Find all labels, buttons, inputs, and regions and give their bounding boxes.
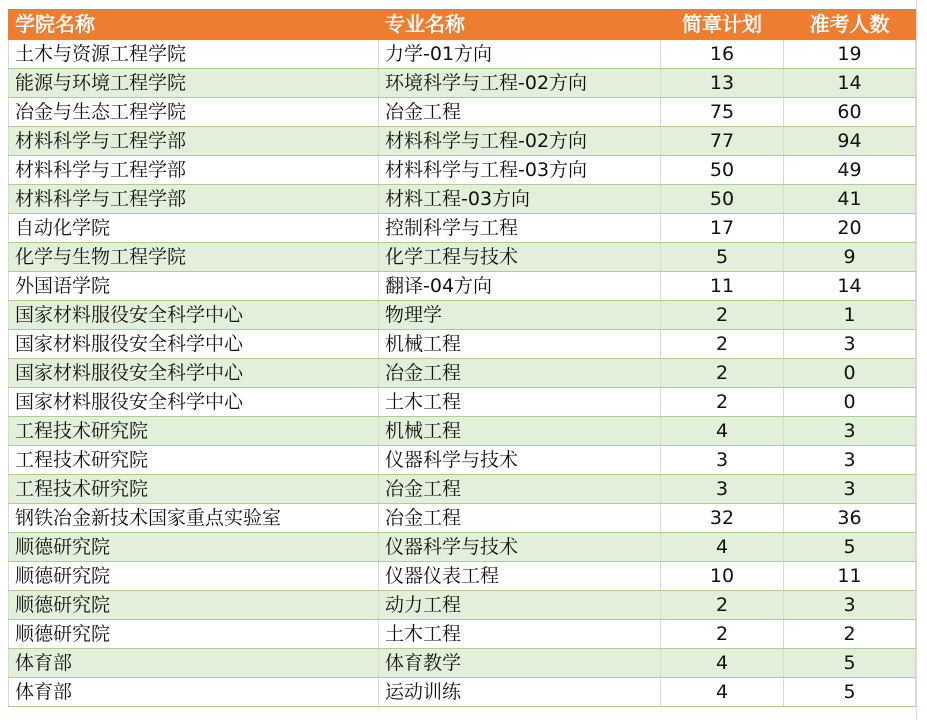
cell-college[interactable]: 顺德研究院 — [9, 620, 379, 649]
cell-college[interactable]: 化学与生物工程学院 — [9, 243, 379, 272]
table-row — [9, 185, 916, 214]
table-row — [9, 69, 916, 98]
cell-plan[interactable]: 2 — [661, 388, 784, 417]
cell-applicants[interactable]: 9 — [784, 243, 916, 272]
cell-major[interactable]: 物理学 — [379, 301, 661, 330]
table-row — [9, 504, 916, 533]
cell-applicants[interactable]: 3 — [784, 475, 916, 504]
table-row — [9, 330, 916, 359]
cell-plan[interactable]: 2 — [661, 620, 784, 649]
table-row — [9, 591, 916, 620]
table-row — [9, 678, 916, 707]
cell-plan[interactable]: 13 — [661, 69, 784, 98]
cell-plan[interactable]: 50 — [661, 185, 784, 214]
cell-college[interactable]: 工程技术研究院 — [9, 475, 379, 504]
admissions-table — [8, 9, 916, 707]
table-row — [9, 446, 916, 475]
header-cell-plan[interactable]: 简章计划 — [661, 10, 784, 40]
cell-major[interactable]: 材料科学与工程-03方向 — [379, 156, 661, 185]
table-row — [9, 649, 916, 678]
cell-applicants[interactable]: 2 — [784, 620, 916, 649]
cell-college[interactable]: 顺德研究院 — [9, 562, 379, 591]
cell-plan[interactable]: 17 — [661, 214, 784, 243]
cell-plan[interactable]: 5 — [661, 243, 784, 272]
cell-college[interactable]: 外国语学院 — [9, 272, 379, 301]
table-row — [9, 562, 916, 591]
cell-applicants[interactable]: 20 — [784, 214, 916, 243]
cell-plan[interactable]: 11 — [661, 272, 784, 301]
cell-applicants[interactable]: 11 — [784, 562, 916, 591]
cell-plan[interactable]: 3 — [661, 446, 784, 475]
cell-applicants[interactable]: 1 — [784, 301, 916, 330]
table-row — [9, 388, 916, 417]
cell-college[interactable]: 国家材料服役安全科学中心 — [9, 330, 379, 359]
cell-plan[interactable]: 75 — [661, 98, 784, 127]
cell-college[interactable]: 材料科学与工程学部 — [9, 127, 379, 156]
cell-major[interactable]: 翻译-04方向 — [379, 272, 661, 301]
cell-college[interactable]: 工程技术研究院 — [9, 417, 379, 446]
table-row — [9, 301, 916, 330]
cell-major[interactable]: 仪器仪表工程 — [379, 562, 661, 591]
cell-applicants[interactable]: 14 — [784, 272, 916, 301]
cell-major[interactable]: 化学工程与技术 — [379, 243, 661, 272]
table-row — [9, 156, 916, 185]
cell-plan[interactable]: 3 — [661, 475, 784, 504]
cell-college[interactable]: 自动化学院 — [9, 214, 379, 243]
cell-college[interactable]: 冶金与生态工程学院 — [9, 98, 379, 127]
column-gridline — [916, 0, 917, 720]
cell-applicants[interactable]: 0 — [784, 359, 916, 388]
cell-major[interactable]: 仪器科学与技术 — [379, 446, 661, 475]
cell-applicants[interactable]: 3 — [784, 417, 916, 446]
cell-major[interactable]: 冶金工程 — [379, 504, 661, 533]
cell-college[interactable]: 钢铁冶金新技术国家重点实验室 — [9, 504, 379, 533]
header-cell-college[interactable]: 学院名称 — [9, 10, 379, 40]
table-row — [9, 272, 916, 301]
table-row — [9, 475, 916, 504]
cell-plan[interactable]: 2 — [661, 330, 784, 359]
cell-college[interactable]: 工程技术研究院 — [9, 446, 379, 475]
table-body — [9, 40, 916, 707]
cell-major[interactable]: 土木工程 — [379, 388, 661, 417]
cell-major[interactable]: 运动训练 — [379, 678, 661, 707]
cell-college[interactable]: 国家材料服役安全科学中心 — [9, 301, 379, 330]
cell-major[interactable]: 动力工程 — [379, 591, 661, 620]
cell-applicants[interactable]: 19 — [784, 40, 916, 69]
cell-applicants[interactable]: 60 — [784, 98, 916, 127]
cell-applicants[interactable]: 5 — [784, 678, 916, 707]
table-row — [9, 40, 916, 69]
cell-applicants[interactable]: 5 — [784, 649, 916, 678]
cell-major[interactable]: 材料工程-03方向 — [379, 185, 661, 214]
cell-applicants[interactable]: 41 — [784, 185, 916, 214]
table-row — [9, 127, 916, 156]
cell-college[interactable]: 体育部 — [9, 678, 379, 707]
cell-college[interactable]: 体育部 — [9, 649, 379, 678]
cell-applicants[interactable]: 14 — [784, 69, 916, 98]
cell-major[interactable]: 冶金工程 — [379, 475, 661, 504]
cell-applicants[interactable]: 0 — [784, 388, 916, 417]
table-row — [9, 243, 916, 272]
cell-plan[interactable]: 10 — [661, 562, 784, 591]
cell-plan[interactable]: 4 — [661, 678, 784, 707]
cell-major[interactable]: 机械工程 — [379, 417, 661, 446]
table-row — [9, 620, 916, 649]
cell-plan[interactable]: 4 — [661, 533, 784, 562]
cell-major[interactable]: 冶金工程 — [379, 98, 661, 127]
cell-college[interactable]: 材料科学与工程学部 — [9, 156, 379, 185]
header-cell-applicants[interactable]: 准考人数 — [784, 10, 916, 40]
cell-applicants[interactable]: 3 — [784, 446, 916, 475]
cell-college[interactable]: 能源与环境工程学院 — [9, 69, 379, 98]
table-row — [9, 98, 916, 127]
table-row — [9, 359, 916, 388]
cell-major[interactable]: 材料科学与工程-02方向 — [379, 127, 661, 156]
cell-college[interactable]: 顺德研究院 — [9, 591, 379, 620]
cell-major[interactable]: 体育教学 — [379, 649, 661, 678]
table-row — [9, 214, 916, 243]
cell-applicants[interactable]: 49 — [784, 156, 916, 185]
table-row — [9, 417, 916, 446]
cell-major[interactable]: 土木工程 — [379, 620, 661, 649]
header-cell-major[interactable]: 专业名称 — [379, 10, 661, 40]
cell-major[interactable]: 仪器科学与技术 — [379, 533, 661, 562]
cell-college[interactable]: 土木与资源工程学院 — [9, 40, 379, 69]
cell-plan[interactable]: 2 — [661, 301, 784, 330]
cell-major[interactable]: 机械工程 — [379, 330, 661, 359]
cell-major[interactable]: 力学-01方向 — [379, 40, 661, 69]
cell-plan[interactable]: 50 — [661, 156, 784, 185]
cell-plan[interactable]: 4 — [661, 417, 784, 446]
cell-applicants[interactable]: 5 — [784, 533, 916, 562]
cell-plan[interactable]: 16 — [661, 40, 784, 69]
cell-plan[interactable]: 4 — [661, 649, 784, 678]
cell-applicants[interactable]: 3 — [784, 330, 916, 359]
cell-applicants[interactable]: 36 — [784, 504, 916, 533]
cell-applicants[interactable]: 3 — [784, 591, 916, 620]
table-row — [9, 533, 916, 562]
cell-college[interactable]: 国家材料服役安全科学中心 — [9, 359, 379, 388]
cell-applicants[interactable]: 94 — [784, 127, 916, 156]
cell-college[interactable]: 国家材料服役安全科学中心 — [9, 388, 379, 417]
cell-plan[interactable]: 32 — [661, 504, 784, 533]
cell-plan[interactable]: 2 — [661, 591, 784, 620]
header-row — [9, 10, 916, 40]
cell-plan[interactable]: 77 — [661, 127, 784, 156]
cell-college[interactable]: 顺德研究院 — [9, 533, 379, 562]
cell-major[interactable]: 控制科学与工程 — [379, 214, 661, 243]
cell-plan[interactable]: 2 — [661, 359, 784, 388]
cell-major[interactable]: 冶金工程 — [379, 359, 661, 388]
cell-college[interactable]: 材料科学与工程学部 — [9, 185, 379, 214]
cell-major[interactable]: 环境科学与工程-02方向 — [379, 69, 661, 98]
